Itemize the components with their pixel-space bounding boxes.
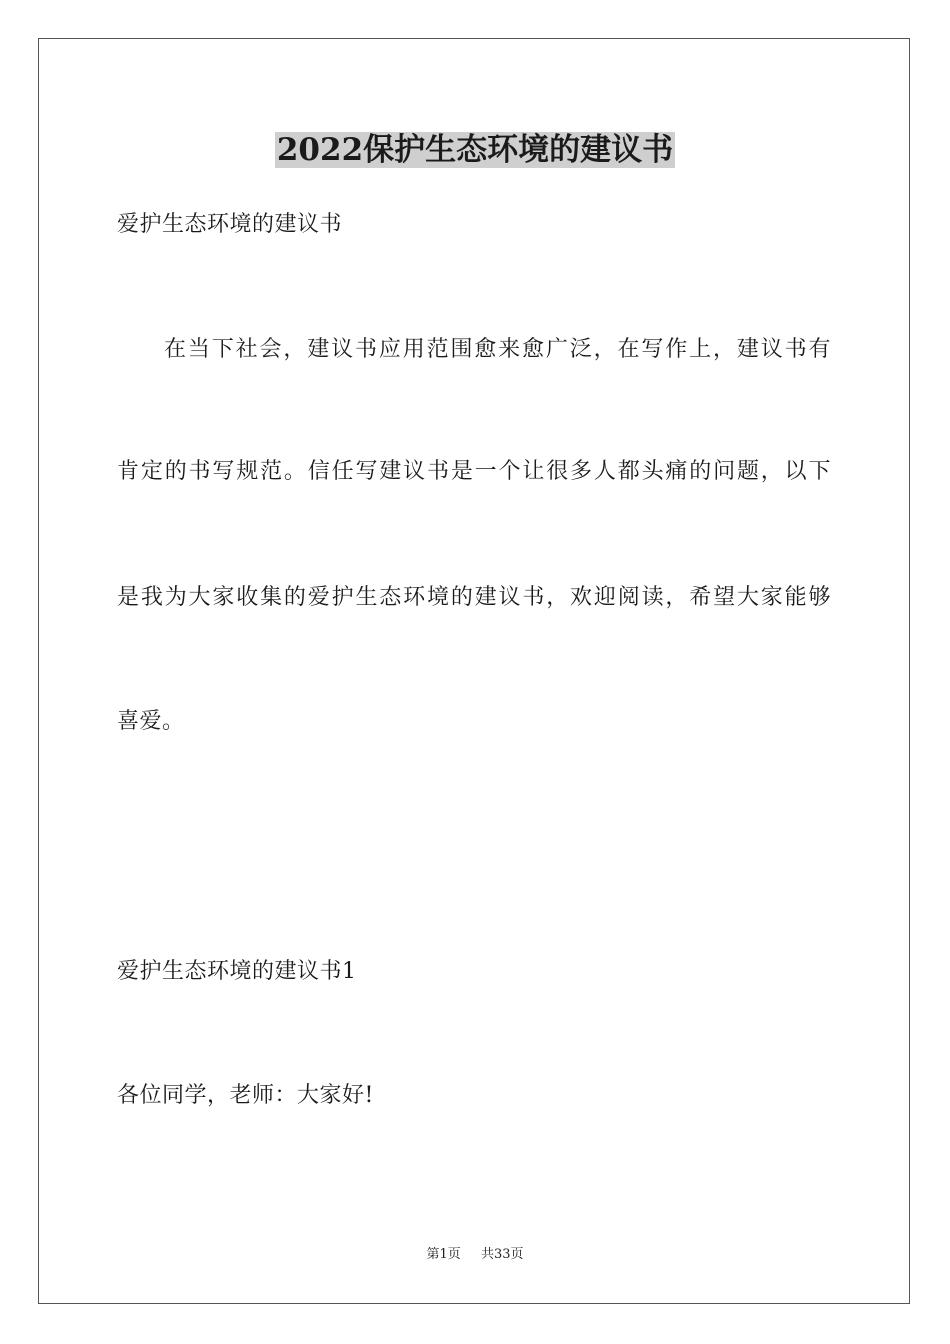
- paragraph-line-2: 肯定的书写规范。信任写建议书是一个让很多人都头痛的问题，以下: [117, 459, 831, 484]
- page-number: 第1页: [426, 1247, 461, 1262]
- greeting-line: 各位同学，老师：大家好!: [117, 1083, 374, 1108]
- paragraph-line-3: 是我为大家收集的爱护生态环境的建议书，欢迎阅读，希望大家能够: [117, 585, 831, 610]
- section-heading: 爱护生态环境的建议书1: [117, 959, 357, 984]
- page-total: 共33页: [480, 1247, 524, 1262]
- paragraph-line-4: 喜爱。: [117, 709, 185, 734]
- document-title: [0, 128, 950, 172]
- paragraph-line-1: 在当下社会，建议书应用范围愈来愈广泛，在写作上，建议书有: [164, 337, 831, 362]
- document-title-text: 2022保护生态环境的建议书: [276, 132, 674, 168]
- page-footer: [0, 1245, 950, 1265]
- subtitle-line: 爱护生态环境的建议书: [117, 212, 343, 237]
